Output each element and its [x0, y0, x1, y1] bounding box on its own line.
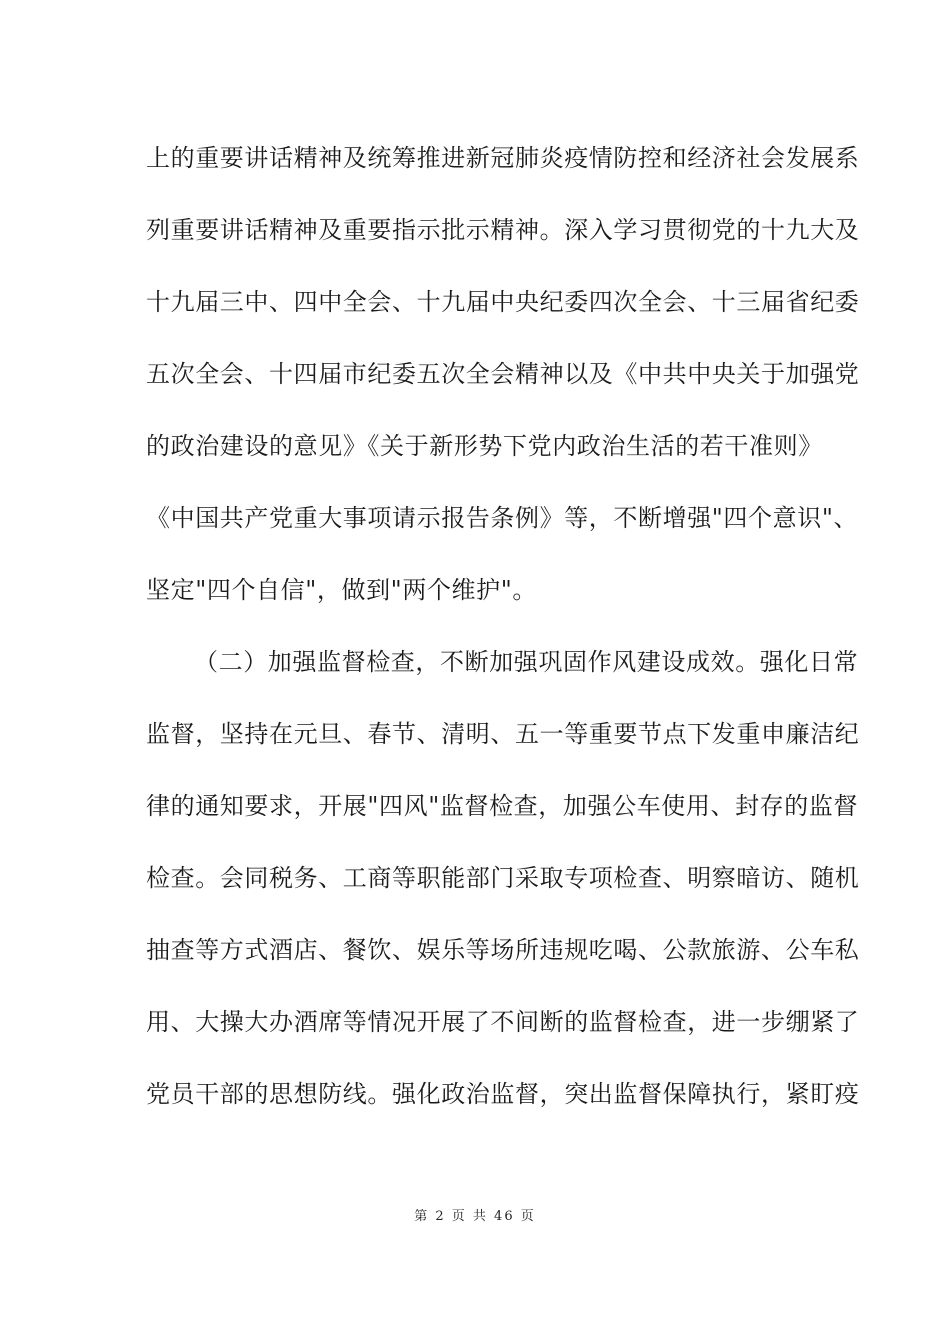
body-line-10: 律的通知要求，开展"四风"监督检查，加强公车使用、封存的监督	[146, 792, 859, 820]
page-number-footer: 第 2 页 共 46 页	[414, 1209, 536, 1224]
body-line-3: 十九届三中、四中全会、十九届中央纪委四次全会、十三届省纪委	[146, 288, 860, 316]
body-line-9: 监督，坚持在元旦、春节、清明、五一等重要节点下发重申廉洁纪	[146, 720, 860, 748]
paragraph-heading-line: （二）加强监督检查，不断加强巩固作风建设成效。强化日常	[194, 648, 859, 676]
body-line-6: 《中国共产党重大事项请示报告条例》等，不断增强"四个意识"、	[146, 504, 859, 532]
body-line-1: 上的重要讲话精神及统筹推进新冠肺炎疫情防控和经济社会发展系	[146, 144, 860, 172]
body-line-11: 检查。会同税务、工商等职能部门采取专项检查、明察暗访、随机	[146, 864, 860, 892]
body-line-7: 坚定"四个自信"，做到"两个维护"。	[146, 576, 537, 604]
body-line-13: 用、大操大办酒席等情况开展了不间断的监督检查，进一步绷紧了	[146, 1008, 860, 1036]
body-line-12: 抽查等方式酒店、餐饮、娱乐等场所违规吃喝、公款旅游、公车私	[146, 936, 860, 964]
body-line-2: 列重要讲话精神及重要指示批示精神。深入学习贯彻党的十九大及	[146, 216, 860, 244]
body-line-14: 党员干部的思想防线。强化政治监督，突出监督保障执行，紧盯疫	[146, 1080, 860, 1108]
body-line-5: 的政治建设的意见》《关于新形势下党内政治生活的若干准则》	[146, 432, 823, 460]
body-line-4: 五次全会、十四届市纪委五次全会精神以及《中共中央关于加强党	[146, 360, 860, 388]
